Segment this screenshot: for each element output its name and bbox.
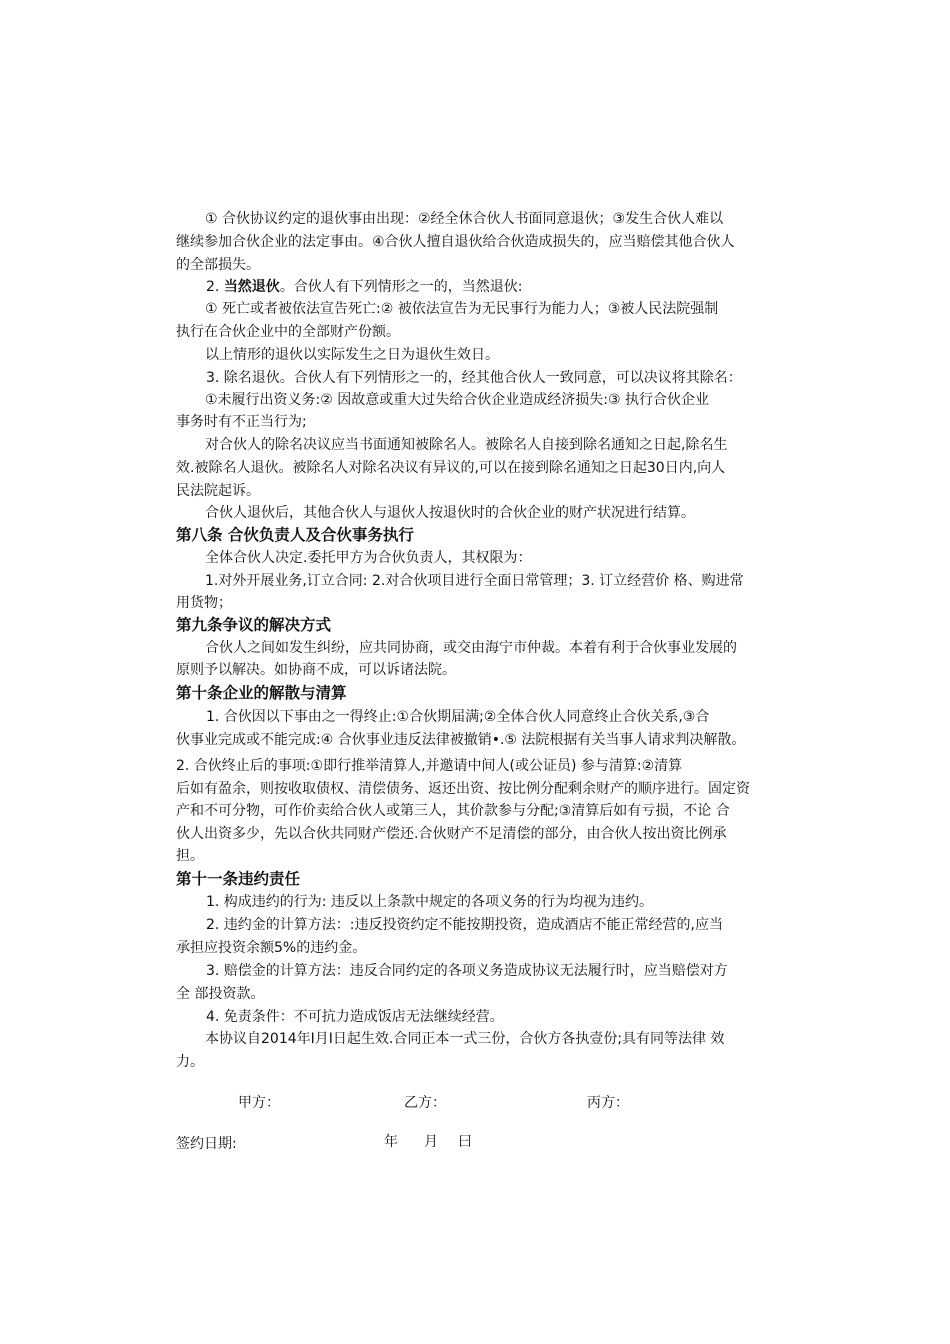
text-line: 承担应投资余额5%的违约金。 xyxy=(176,940,367,956)
text-line xyxy=(206,276,806,298)
text-line: 执行在合伙企业中的全部财产份额。 xyxy=(176,324,400,340)
section-heading-8: 第八条 合伙负责人及合伙事务执行 xyxy=(176,526,414,544)
text-line: 力。 xyxy=(176,1054,204,1070)
date-month: 月 xyxy=(424,1134,438,1150)
text-line: ①未履行出资义务:② 因故意或重大过失给合伙企业造成经济损失:③ 执行合伙企业 xyxy=(205,392,709,408)
text-line: 的全部损失。 xyxy=(176,257,260,273)
section-heading-9: 第九条争议的解决方式 xyxy=(176,616,332,634)
text-line: 全体合伙人决定.委托甲方为合伙负责人，其权限为： xyxy=(205,550,532,566)
text-line: 民法院起诉。 xyxy=(176,483,260,499)
text-line: 2. 合伙终止后的事项:①即行推举清算人,并邀请中间人(或公证员) 参与清算:②清算 xyxy=(176,758,683,774)
text-line: 合伙人退伙后，其他合伙人与退伙人按退伙时的合伙企业的财产状况进行结算。 xyxy=(205,505,695,521)
text-span: 。合伙人有下列情形之一的，当然退伙: xyxy=(279,279,523,295)
section-heading-11: 第十一条违约责任 xyxy=(176,870,301,888)
text-line: 伙事业完成或不能完成:④ 合伙事业违反法律被撤销•.⑤ 法院根据有关当事人请求判决解散。 xyxy=(176,732,746,748)
text-line: 3. 除名退伙。合伙人有下列情形之一的，经其他合伙人一致同意，可以决议将其除名： xyxy=(206,370,742,386)
text-line: 4. 免责条件：不可抗力造成饭店无法继续经营。 xyxy=(206,1009,504,1025)
text-line: 3. 赔偿金的计算方法：违反合同约定的各项义务造成协议无法履行时，应当赔偿对方 xyxy=(206,963,728,979)
text-line: 合伙人之间如发生纠纷，应共同协商，或交由海宁市仲裁。本着有利于合伙事业发展的 xyxy=(205,640,737,656)
text-line: 以上情形的退伙以实际发生之日为退伙生效日。 xyxy=(205,347,499,363)
item-number: 2. xyxy=(206,279,220,295)
text-line: 2. 违约金的计算方法：:违反投资约定不能按期投资，造成酒店不能正常经营的,应当 xyxy=(206,917,723,933)
date-day: 曰 xyxy=(458,1134,472,1150)
date-year: 年 xyxy=(384,1134,398,1150)
text-line: 用货物； xyxy=(176,595,232,611)
party-a-label: 甲方： xyxy=(238,1095,280,1111)
sign-date-label: 签约日期: xyxy=(176,1136,237,1152)
text-line: 继续参加合伙企业的法定事由。④合伙人擅自退伙给合伙造成损失的，应当赔偿其他合伙人 xyxy=(176,234,735,250)
text-line: 全 部投资款。 xyxy=(176,986,265,1002)
text-line: 1. 合伙因以下事由之一得终止:①合伙期届满;②全体合伙人同意终止合伙关系,③合 xyxy=(206,709,710,725)
text-line: 事务时有不正当行为; xyxy=(176,414,307,430)
text-line: ① 合伙协议约定的退伙事由出现：②经全休合伙人书面同意退伙；③发生合伙人难以 xyxy=(205,211,724,227)
party-c-label: 丙方： xyxy=(587,1095,629,1111)
text-line: ① 死亡或者被依法宣告死亡:② 被依法宣告为无民事行为能力人；③被人民法院强制 xyxy=(205,301,719,317)
text-line: 担。 xyxy=(176,848,204,864)
text-line: 1.对外开展业务,订立合同: 2.对合伙项目进行全面日常管理；3. 订立经营价 格、购进常 xyxy=(205,573,744,589)
text-line: 本协议自2014年Ι月Ι日起生效.合同正本一式三份，合伙方各执壹份;具有同等法律 效 xyxy=(205,1031,725,1047)
term-heading: 当然退伙 xyxy=(223,279,280,295)
text-line: 伙人出资多少，先以合伙共同财产偿还.合伙财产不足清偿的部分，由合伙人按出资比例承 xyxy=(176,826,727,842)
text-line: 效.被除名人退伙。被除名人对除名决议有异议的,可以在接到除名通知之日起30日内,向人 xyxy=(176,460,726,476)
text-line: 后如有盈余，则按收取债权、清偿债务、返还出资、按比例分配剩余财产的顺序进行。固定资 xyxy=(176,781,750,797)
party-b-label: 乙方： xyxy=(404,1095,446,1111)
text-line: 产和不可分物，可作价卖给合伙人或第三人，其价款参与分配;③清算后如有亏损，不论 合 xyxy=(176,803,730,819)
text-line: 原则予以解决。如协商不成，可以诉诸法院。 xyxy=(176,662,456,678)
section-heading-10: 第十条企业的解散与清算 xyxy=(176,684,347,702)
text-line: 1. 构成违约的行为: 违反以上条款中规定的各项义务的行为均视为违约。 xyxy=(206,894,653,910)
text-line: 对合伙人的除名决议应当书面通知被除名人。被除名人自接到除名通知之日起,除名生 xyxy=(205,437,728,453)
